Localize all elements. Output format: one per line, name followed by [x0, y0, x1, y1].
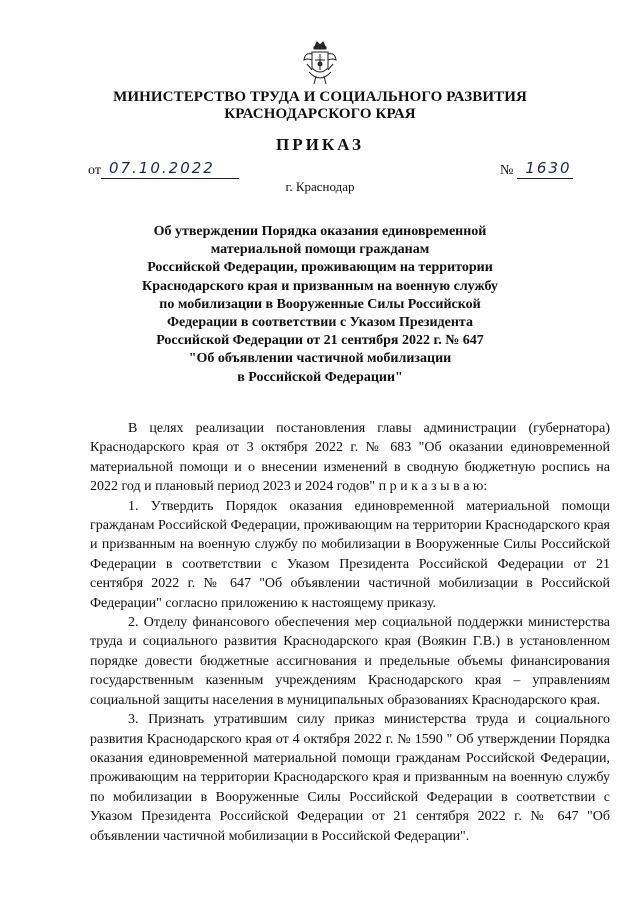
- heading-line: "Об объявлении частичной мобилизации: [188, 351, 452, 367]
- document-type-title: ПРИКАЗ: [276, 135, 364, 154]
- order-heading: [110, 223, 530, 387]
- clause-3-paragraph: 3. Признать утратившим силу приказ министерства труда и социального развития Краснодарского края от 4 октября 2022 г. № 1590 " Об утверждении Порядка оказания единовременной материальной помощи гражданам Российской Федерации, проживающим на территории Краснодарского края и призванным на военную службу по мобилизации в Вооруженные Силы Российской Федерации в соответствии с Указом Президента Российской Федерации от 21 сентября 2022 г. № 647 "Об объявлении частичной мобилизации в Российской Федерации".: [90, 712, 610, 844]
- heading-line: Российской Федерации, проживающим на территории: [147, 260, 493, 276]
- city-label: г. Краснодар: [285, 179, 355, 194]
- heading-line: Российской Федерации от 21 сентября 2022 г. № 647: [156, 333, 484, 349]
- number-prefix: №: [500, 163, 514, 178]
- heading-line: Федерации в соответствии с Указом Президента: [167, 315, 473, 331]
- date-prefix: от: [88, 163, 101, 178]
- heading-line: по мобилизации в Вооруженные Силы Российской: [159, 296, 481, 312]
- krasnodar-coat-of-arms-icon: [303, 40, 337, 86]
- ministry-name-line1: МИНИСТЕРСТВО ТРУДА И СОЦИАЛЬНОГО РАЗВИТИЯ: [113, 89, 527, 105]
- date-field: [88, 159, 239, 179]
- clause-2-paragraph: 2. Отделу финансового обеспечения мер социальной поддержки министерства труда и социального развития Краснодарского края (Воякин Г.В.) в установленном порядке довести бюджетные ассигнования и предельные объемы финансирования государственным казенным учреждениям Краснодарского края – управлениям социальной защиты населения в муниципальных образованиях Краснодарского края.: [90, 615, 610, 708]
- number-underline: [517, 159, 573, 179]
- ministry-name-line2: КРАСНОДАРСКОГО КРАЯ: [224, 106, 416, 122]
- clause-1-paragraph: 1. Утвердить Порядок оказания единовременной материальной помощи гражданам Российской Федерации, проживающим на территории Краснодарского края и призванным на военную службу по мобилизации в Вооруженные Силы Российской Федерации в соответствии с Указом Президента Российской Федерации от 21 сентября 2022 г. № 647 "Об объявлении частичной мобилизации в Российской Федерации" согласно приложению к настоящему приказу.: [90, 498, 610, 611]
- date-underline: [101, 159, 239, 179]
- number-field: [500, 159, 573, 179]
- heading-line: Об утверждении Порядка оказания единовременной: [153, 224, 487, 239]
- handwritten-number: 1630: [525, 159, 572, 177]
- order-body: [90, 419, 610, 846]
- heading-line: Краснодарского края и призванным на военную службу: [142, 278, 498, 294]
- preamble-paragraph: В целях реализации постановления главы администрации (губернатора) Краснодарского края от 3 октября 2022 г. № 683 "Об оказании единовременной материальной помощи и о внесении изменений в сводную бюджетную роспись на 2022 год и плановый период 2023 и 2024 годов" п р и к а з ы в а ю:: [90, 421, 610, 495]
- heading-line: материальной помощи гражданам: [210, 242, 430, 258]
- handwritten-date: 07.10.2022: [108, 159, 215, 177]
- heading-line: в Российской Федерации": [237, 369, 403, 385]
